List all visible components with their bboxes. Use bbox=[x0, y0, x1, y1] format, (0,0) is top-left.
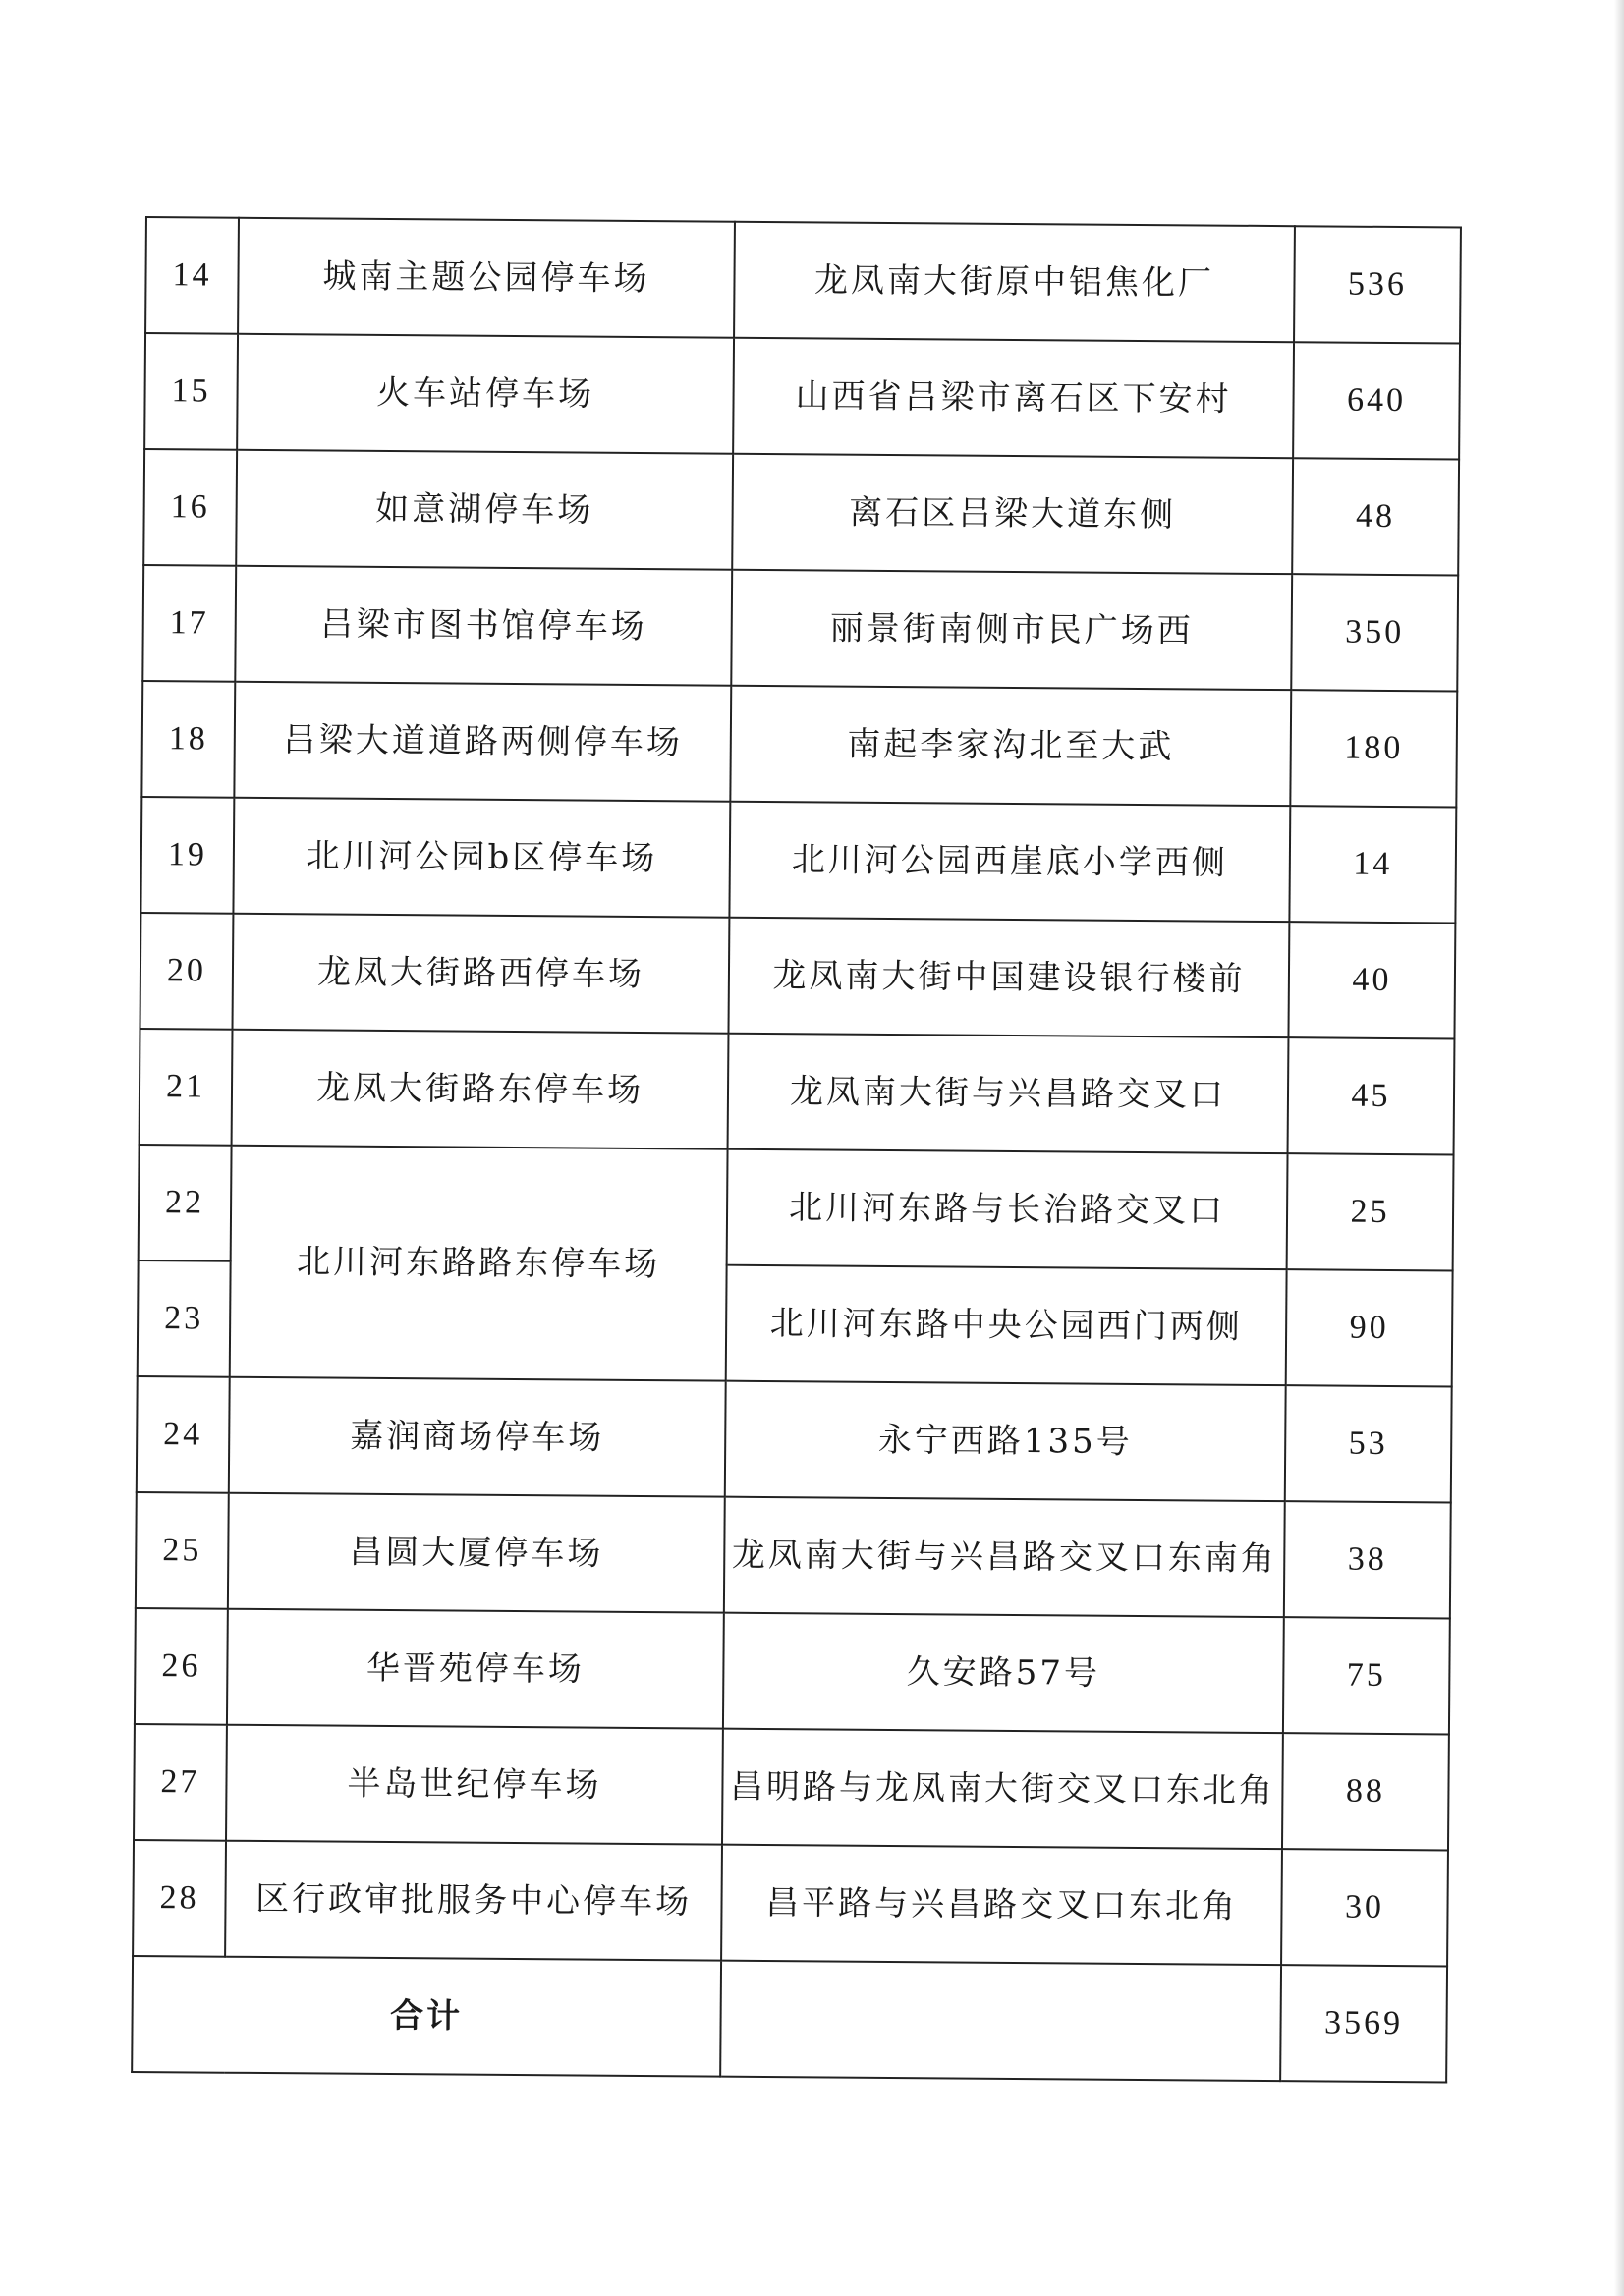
total-location bbox=[720, 1961, 1281, 2081]
row-index: 23 bbox=[138, 1260, 231, 1377]
parking-location: 北川河东路中央公园西门两侧 bbox=[726, 1265, 1287, 1385]
parking-count: 40 bbox=[1288, 922, 1455, 1038]
total-label: 合计 bbox=[132, 1956, 721, 2077]
parking-count: 75 bbox=[1283, 1617, 1450, 1734]
table-row bbox=[141, 681, 1457, 808]
parking-name: 嘉润商场停车场 bbox=[229, 1377, 726, 1497]
table-row bbox=[134, 1724, 1449, 1851]
parking-count: 25 bbox=[1287, 1153, 1454, 1270]
row-index: 25 bbox=[136, 1492, 229, 1609]
row-index: 20 bbox=[140, 913, 234, 1030]
parking-count: 536 bbox=[1294, 226, 1461, 343]
parking-name: 如意湖停车场 bbox=[236, 450, 733, 570]
row-index: 17 bbox=[142, 565, 236, 682]
parking-name: 龙凤大街路东停车场 bbox=[232, 1030, 729, 1149]
parking-location: 北川河东路与长治路交叉口 bbox=[727, 1149, 1288, 1269]
parking-location: 永宁西路135号 bbox=[725, 1381, 1286, 1501]
row-index: 14 bbox=[145, 217, 239, 334]
parking-name: 吕梁市图书馆停车场 bbox=[235, 566, 732, 686]
table-row bbox=[144, 333, 1460, 460]
table-row bbox=[139, 1145, 1454, 1271]
parking-location: 龙凤南大街原中铝焦化厂 bbox=[734, 222, 1295, 342]
table-row bbox=[145, 217, 1461, 344]
parking-count: 48 bbox=[1292, 458, 1459, 575]
row-index: 27 bbox=[134, 1724, 227, 1841]
parking-location: 龙凤南大街中国建设银行楼前 bbox=[728, 918, 1289, 1037]
parking-location: 北川河公园西崖底小学西侧 bbox=[729, 802, 1290, 922]
row-index: 26 bbox=[135, 1608, 228, 1725]
table-row bbox=[136, 1492, 1451, 1619]
parking-name: 昌圆大厦停车场 bbox=[228, 1493, 725, 1613]
row-index: 16 bbox=[143, 449, 237, 566]
parking-count: 350 bbox=[1291, 574, 1458, 691]
page-edge-shadow bbox=[1614, 0, 1624, 2296]
parking-location: 龙凤南大街与兴昌路交叉口东南角 bbox=[724, 1497, 1285, 1617]
parking-location: 昌明路与龙凤南大街交叉口东北角 bbox=[722, 1729, 1283, 1849]
parking-location: 离石区吕梁大道东侧 bbox=[732, 454, 1293, 574]
table-row bbox=[133, 1840, 1448, 1967]
parking-count: 53 bbox=[1285, 1385, 1452, 1502]
parking-name: 北川河公园b区停车场 bbox=[233, 798, 730, 918]
parking-count: 45 bbox=[1288, 1037, 1455, 1154]
table-row bbox=[142, 565, 1458, 692]
parking-location: 久安路57号 bbox=[723, 1613, 1284, 1733]
parking-location: 南起李家沟北至大武 bbox=[730, 686, 1291, 806]
parking-count: 88 bbox=[1282, 1733, 1449, 1850]
parking-count: 640 bbox=[1293, 342, 1460, 459]
parking-name: 区行政审批服务中心停车场 bbox=[225, 1841, 722, 1961]
parking-name: 北川河东路路东停车场 bbox=[230, 1146, 728, 1381]
parking-name: 华晋苑停车场 bbox=[227, 1609, 724, 1729]
row-index: 24 bbox=[137, 1376, 230, 1493]
row-index: 28 bbox=[133, 1840, 226, 1957]
parking-location: 龙凤南大街与兴昌路交叉口 bbox=[728, 1034, 1289, 1153]
parking-name: 火车站停车场 bbox=[237, 334, 734, 454]
parking-location: 昌平路与兴昌路交叉口东北角 bbox=[721, 1845, 1282, 1965]
parking-name: 半岛世纪停车场 bbox=[226, 1725, 723, 1845]
table-row bbox=[137, 1376, 1452, 1503]
parking-lot-table bbox=[131, 216, 1462, 2083]
table-row bbox=[140, 797, 1456, 924]
row-index: 21 bbox=[140, 1029, 233, 1146]
parking-name: 龙凤大街路西停车场 bbox=[233, 914, 730, 1034]
parking-count: 38 bbox=[1284, 1501, 1451, 1618]
parking-name: 城南主题公园停车场 bbox=[238, 218, 735, 338]
parking-count: 30 bbox=[1281, 1849, 1448, 1966]
parking-location: 丽景街南侧市民广场西 bbox=[731, 570, 1292, 690]
row-index: 22 bbox=[139, 1145, 232, 1261]
parking-count: 180 bbox=[1290, 690, 1457, 807]
row-index: 15 bbox=[144, 333, 238, 450]
table-row bbox=[143, 449, 1459, 576]
total-row bbox=[132, 1956, 1447, 2083]
row-index: 18 bbox=[141, 681, 235, 798]
table-row bbox=[140, 913, 1456, 1039]
total-count: 3569 bbox=[1280, 1965, 1447, 2082]
parking-count: 14 bbox=[1289, 806, 1456, 923]
row-index: 19 bbox=[140, 797, 234, 914]
table-row bbox=[135, 1608, 1450, 1735]
parking-count: 90 bbox=[1286, 1269, 1453, 1386]
parking-location: 山西省吕梁市离石区下安村 bbox=[733, 338, 1294, 458]
parking-name: 吕梁大道道路两侧停车场 bbox=[234, 682, 731, 802]
table-row bbox=[140, 1029, 1455, 1155]
